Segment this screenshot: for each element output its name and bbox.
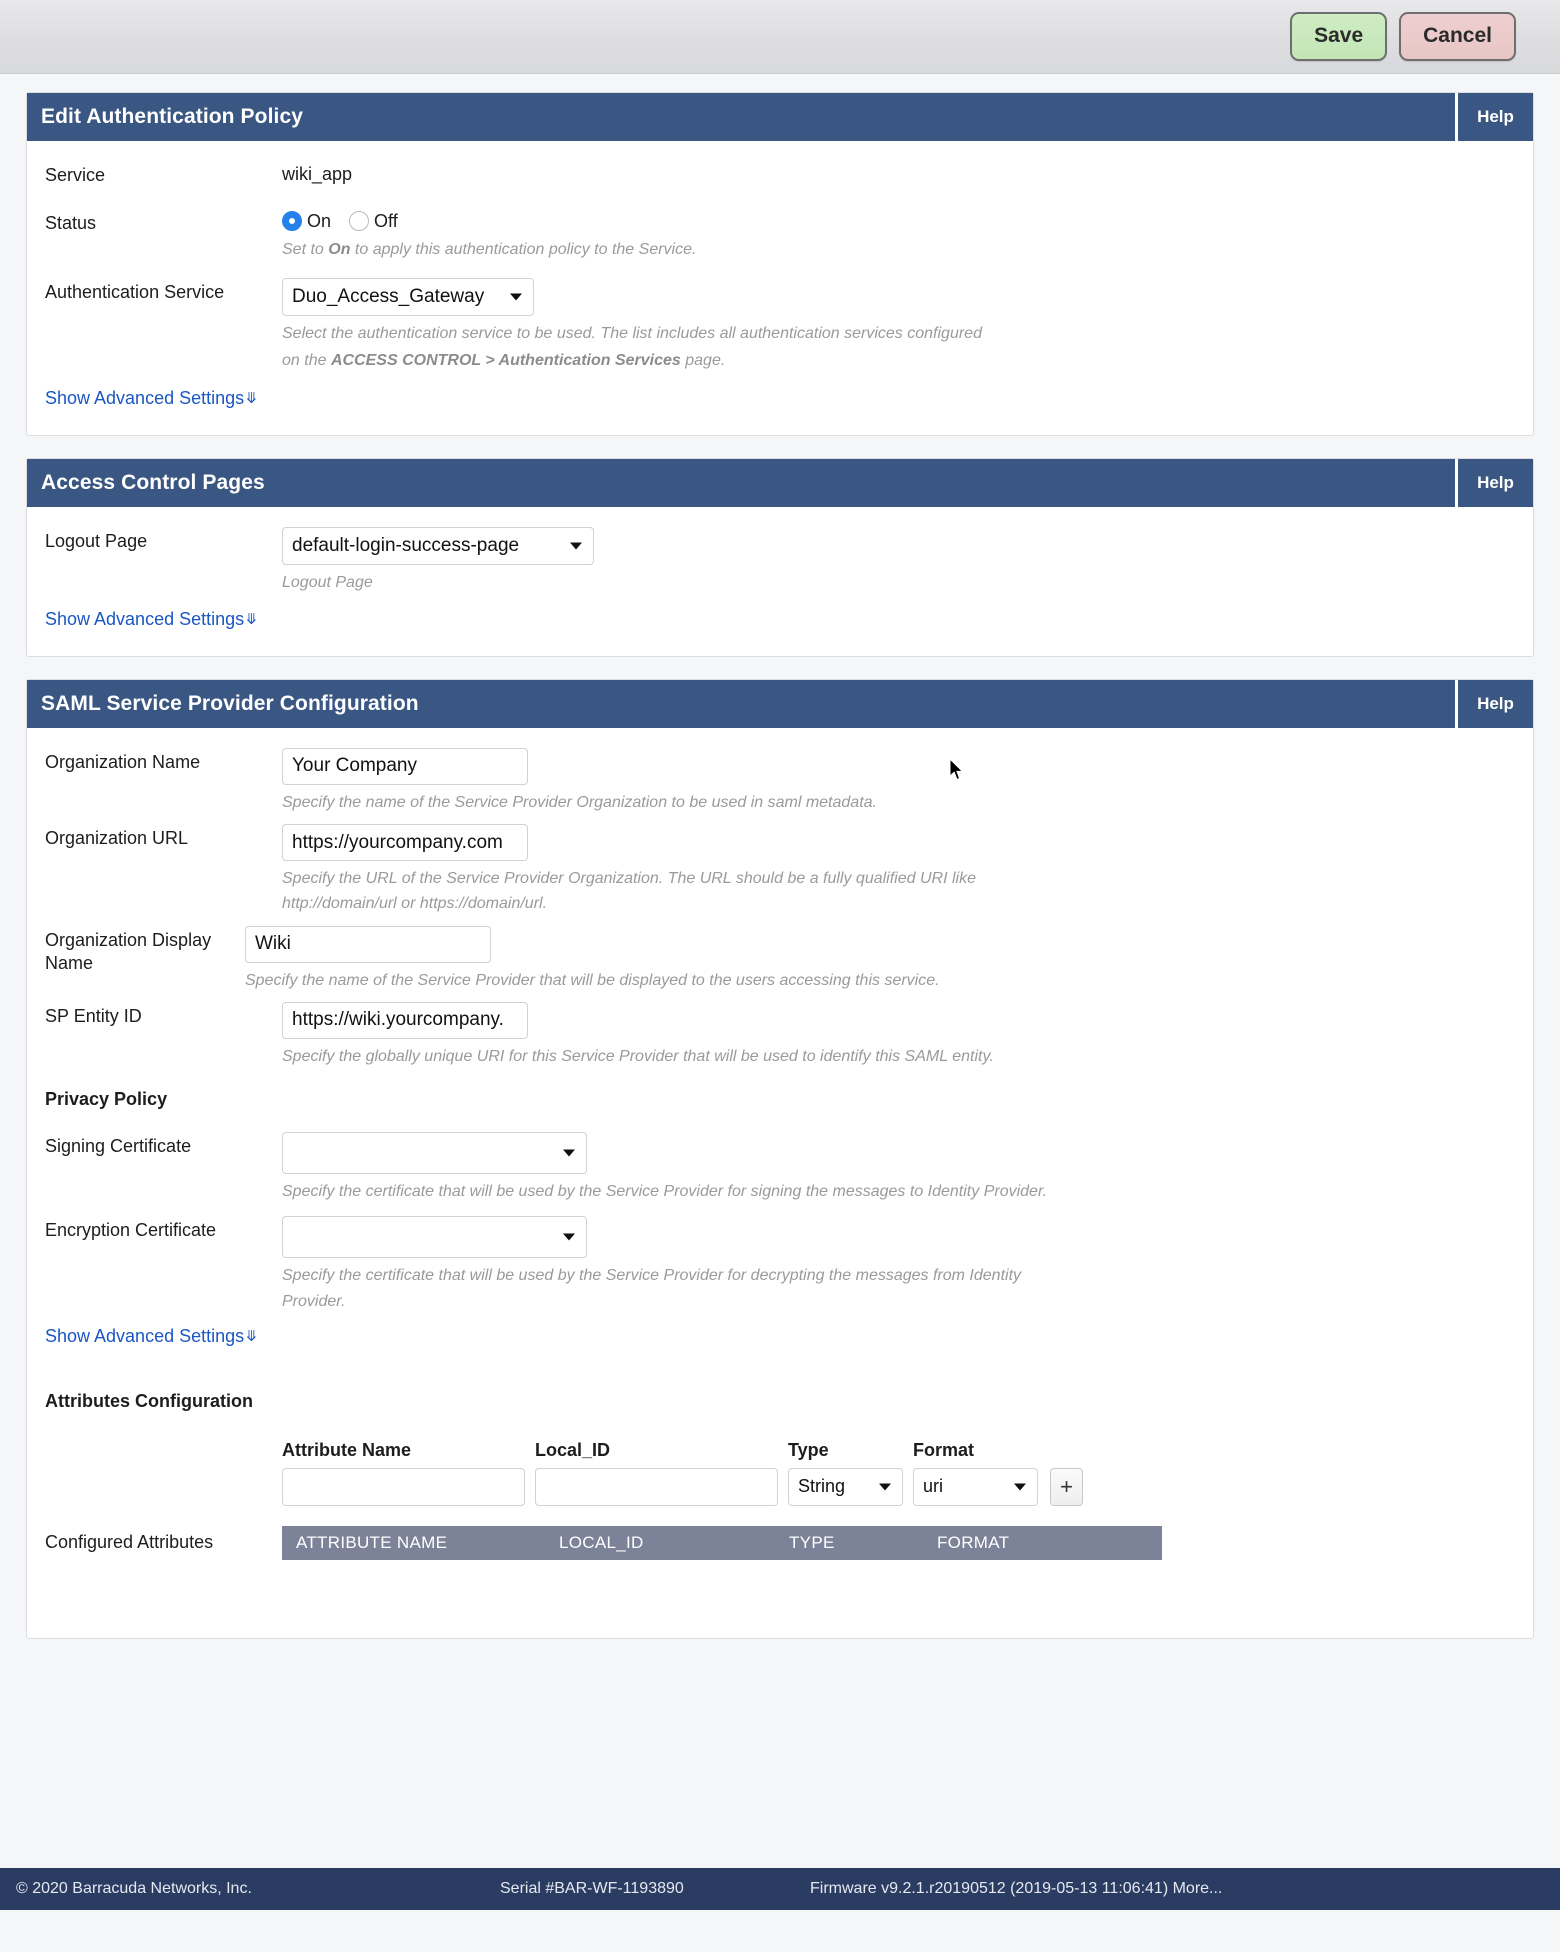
- chevron-down-icon: [510, 294, 522, 301]
- radio-on-indicator: [282, 211, 302, 231]
- field-row-service: [45, 161, 1515, 188]
- panel-title-saml: SAML Service Provider Configuration: [41, 691, 419, 715]
- heading-attributes-configuration: Attributes Configuration: [45, 1390, 253, 1411]
- hint-organization-url: Specify the URL of the Service Provider Organization. The URL should be a fully qualified URI like http://domain/url or https://domain/url.: [282, 870, 976, 913]
- select-signing-certificate[interactable]: [282, 1132, 587, 1174]
- attributes-new-row: [45, 1468, 1515, 1506]
- label-encryption-certificate: Encryption Certificate: [45, 1220, 217, 1241]
- organization-display-name-input[interactable]: [245, 926, 491, 963]
- organization-url-input[interactable]: [282, 824, 528, 861]
- label-service: Service: [45, 165, 106, 185]
- radio-off-label: Off: [374, 210, 398, 231]
- footer-copyright: © 2020 Barracuda Networks, Inc.: [16, 1880, 252, 1897]
- help-button-access-control-pages[interactable]: Help: [1455, 459, 1533, 507]
- footer-serial: Serial #BAR-WF-1193890: [500, 1880, 684, 1897]
- configured-attributes-table-header: [282, 1526, 1162, 1560]
- double-chevron-down-icon: ⤋: [245, 389, 258, 407]
- heading-privacy-policy: Privacy Policy: [45, 1089, 168, 1110]
- field-row-authentication-service: [45, 278, 1515, 374]
- field-row-organization-name: [45, 748, 1515, 815]
- double-chevron-down-icon: ⤋: [245, 610, 258, 628]
- cancel-button[interactable]: Cancel: [1399, 12, 1516, 60]
- hint-organization-name: Specify the name of the Service Provider Organization to be used in saml metadata.: [282, 793, 877, 811]
- field-row-organization-url: [45, 824, 1515, 917]
- panel-header: [27, 680, 1533, 728]
- table-header-format: FORMAT: [937, 1532, 1010, 1552]
- top-toolbar: [0, 0, 1560, 74]
- table-header-type: TYPE: [789, 1532, 835, 1552]
- add-attribute-button[interactable]: +: [1050, 1468, 1083, 1506]
- select-new-attribute-format[interactable]: [913, 1468, 1038, 1506]
- field-row-sp-entity-id: [45, 1002, 1515, 1069]
- new-local-id-input[interactable]: [535, 1468, 778, 1506]
- panel-body-saml: [27, 728, 1533, 1638]
- label-signing-certificate: Signing Certificate: [45, 1136, 192, 1157]
- page-content: [0, 74, 1560, 1910]
- hint-sp-entity-id: Specify the globally unique URI for this Service Provider that will be used to identify this SAML entity.: [282, 1047, 994, 1065]
- column-header-format: Format: [913, 1439, 975, 1460]
- hint-encryption-certificate: Specify the certificate that will be used by the Service Provider for decrypting the messages from Identity Provider.: [282, 1267, 1022, 1310]
- panel-title-access-control-pages: Access Control Pages: [41, 470, 265, 494]
- panel-header: [27, 93, 1533, 141]
- show-advanced-settings-label: Show Advanced Settings: [45, 608, 245, 629]
- column-header-attribute-name: Attribute Name: [282, 1439, 412, 1460]
- hint-authentication-service-line1: Select the authentication service to be used. The list includes all authentication services configured: [282, 325, 982, 343]
- field-row-status: [45, 209, 1515, 262]
- show-advanced-settings-auth-policy[interactable]: [45, 388, 258, 409]
- table-header-local-id: LOCAL_ID: [559, 1532, 644, 1552]
- hint-signing-certificate: Specify the certificate that will be used by the Service Provider for signing the messages to Identity Provider.: [282, 1183, 1048, 1201]
- table-header-attribute-name: ATTRIBUTE NAME: [296, 1532, 448, 1552]
- select-encryption-certificate[interactable]: [282, 1216, 587, 1258]
- radio-status-on[interactable]: [282, 211, 331, 232]
- panel-saml-service-provider-configuration: [26, 679, 1534, 1639]
- show-advanced-settings-label: Show Advanced Settings: [45, 1325, 245, 1346]
- column-header-type: Type: [788, 1439, 829, 1460]
- label-organization-display-name: Organization Display Name: [45, 929, 212, 974]
- double-chevron-down-icon: ⤋: [245, 1327, 258, 1345]
- sp-entity-id-input[interactable]: [282, 1002, 528, 1039]
- radio-status-off[interactable]: [349, 211, 398, 232]
- footer-firmware[interactable]: Firmware v9.2.1.r20190512 (2019-05-13 11:06:41) More...: [810, 1880, 1223, 1897]
- chevron-down-icon: [563, 1150, 575, 1157]
- column-header-local-id: Local_ID: [535, 1439, 611, 1460]
- label-organization-name: Organization Name: [45, 751, 201, 772]
- show-advanced-settings-saml[interactable]: [45, 1326, 258, 1347]
- field-row-logout-page: [45, 527, 1515, 595]
- select-authentication-service[interactable]: [282, 278, 534, 316]
- label-status: Status: [45, 212, 97, 233]
- chevron-down-icon: [563, 1234, 575, 1241]
- status-radio-group: [282, 209, 1515, 232]
- field-row-signing-certificate: [45, 1132, 1515, 1204]
- field-row-encryption-certificate: [45, 1216, 1515, 1314]
- chevron-down-icon: [879, 1483, 891, 1490]
- page-footer: [0, 1868, 1560, 1910]
- organization-name-input[interactable]: [282, 748, 528, 785]
- panel-header: [27, 459, 1533, 507]
- configured-attributes-empty-body: [45, 1560, 1515, 1612]
- new-attribute-name-input[interactable]: [282, 1468, 525, 1506]
- select-new-attribute-type[interactable]: [788, 1468, 903, 1506]
- select-logout-page-value: default-login-success-page: [292, 534, 520, 556]
- hint-authentication-service-line2: on the ACCESS CONTROL > Authentication Services page.: [282, 352, 726, 370]
- label-configured-attributes: Configured Attributes: [45, 1532, 214, 1553]
- help-button-saml[interactable]: Help: [1455, 680, 1533, 728]
- panel-body-auth-policy: [27, 141, 1533, 435]
- panel-title-auth-policy: Edit Authentication Policy: [41, 105, 304, 128]
- attributes-column-headers: [45, 1440, 1515, 1461]
- configured-attributes-row: [45, 1526, 1515, 1560]
- field-row-organization-display-name: [45, 926, 1515, 993]
- label-organization-url: Organization URL: [45, 828, 189, 849]
- select-authentication-service-value: Duo_Access_Gateway: [292, 286, 485, 308]
- panel-edit-authentication-policy: [26, 92, 1534, 436]
- save-button[interactable]: Save: [1290, 12, 1387, 60]
- label-logout-page: Logout Page: [45, 530, 148, 551]
- select-logout-page[interactable]: [282, 527, 594, 565]
- radio-on-label: On: [307, 210, 332, 231]
- radio-off-indicator: [349, 211, 369, 231]
- hint-logout-page: Logout Page: [282, 573, 373, 591]
- chevron-down-icon: [1014, 1483, 1026, 1490]
- hint-status: Set to On to apply this authentication policy to the Service.: [282, 240, 697, 258]
- show-advanced-settings-label: Show Advanced Settings: [45, 387, 245, 408]
- panel-body-access-control-pages: [27, 507, 1533, 656]
- select-new-attribute-format-value: uri: [923, 1476, 944, 1497]
- panel-access-control-pages: [26, 458, 1534, 657]
- label-sp-entity-id: SP Entity ID: [45, 1005, 142, 1026]
- value-service: wiki_app: [282, 164, 353, 184]
- help-button-auth-policy[interactable]: Help: [1455, 93, 1533, 141]
- select-new-attribute-type-value: String: [798, 1476, 846, 1497]
- chevron-down-icon: [570, 542, 582, 549]
- show-advanced-settings-access-control-pages[interactable]: [45, 609, 258, 630]
- hint-organization-display-name: Specify the name of the Service Provider that will be displayed to the users accessing this service.: [245, 971, 940, 989]
- label-authentication-service: Authentication Service: [45, 282, 225, 303]
